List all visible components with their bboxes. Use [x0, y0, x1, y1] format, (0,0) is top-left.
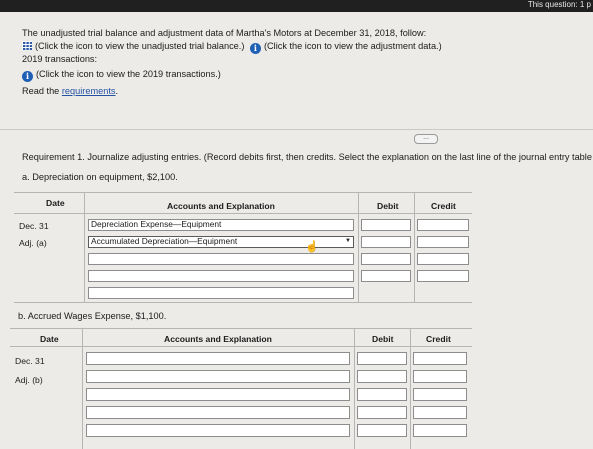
- account-input[interactable]: [88, 253, 354, 265]
- credit-input[interactable]: [417, 270, 469, 282]
- transactions-row: [22, 69, 221, 82]
- header-date: Date: [46, 198, 65, 208]
- transactions-link[interactable]: (Click the icon to view the 2019 transactions.): [36, 69, 221, 79]
- part-b-label: b. Accrued Wages Expense, $1,100.: [18, 311, 167, 321]
- table-b-header-border: [10, 346, 472, 347]
- account-input[interactable]: [86, 370, 350, 383]
- credit-input[interactable]: [417, 253, 469, 265]
- adjustment-data-link[interactable]: (Click the icon to view the adjustment data.): [263, 41, 442, 51]
- explanation-input[interactable]: [86, 424, 350, 437]
- header-accounts: Accounts and Explanation: [167, 201, 275, 211]
- header-debit: Debit: [377, 201, 399, 211]
- account-input[interactable]: [86, 352, 350, 365]
- account-input[interactable]: [88, 270, 354, 282]
- transactions-label: 2019 transactions:: [22, 54, 98, 64]
- intro-text: The unadjusted trial balance and adjustment data of Martha's Motors at December 31, 2018, follow:: [22, 28, 427, 38]
- explanation-input[interactable]: [88, 287, 354, 299]
- requirement-label: Requirement 1. Journalize adjusting entries. (Record debits first, then credits. Select the explanation on the last line of the journal entry table: [22, 152, 592, 162]
- debit-input[interactable]: [357, 424, 407, 437]
- header-credit: Credit: [426, 334, 451, 344]
- table-a-bottom-border: [14, 302, 472, 303]
- header-date: Date: [40, 334, 59, 344]
- intro-links-row: [22, 41, 442, 54]
- credit-input[interactable]: [417, 236, 469, 248]
- top-bar: [0, 0, 593, 12]
- section-divider: [0, 129, 593, 130]
- table-b-col-sep: [354, 328, 355, 449]
- more-button[interactable]: ...: [414, 134, 438, 144]
- hand-pointer-icon: ☝: [305, 241, 319, 253]
- requirement-text: [22, 152, 592, 162]
- credit-input[interactable]: [413, 424, 467, 437]
- info-circle-icon[interactable]: i: [250, 43, 261, 54]
- debit-input[interactable]: [361, 219, 411, 231]
- date-adj-cell: Adj. (a): [19, 238, 47, 248]
- date-cell: Dec. 31: [15, 356, 45, 366]
- debit-input[interactable]: [361, 253, 411, 265]
- part-a-label: a. Depreciation on equipment, $2,100.: [22, 172, 178, 182]
- account-select-value: Accumulated Depreciation—Equipment: [91, 236, 238, 246]
- table-a-col-sep: [358, 192, 359, 302]
- table-grid-icon[interactable]: [22, 41, 32, 50]
- requirements-link[interactable]: requirements: [61, 86, 116, 96]
- table-a-col-sep: [414, 192, 415, 302]
- credit-input[interactable]: [413, 406, 467, 419]
- credit-input[interactable]: [413, 352, 467, 365]
- credit-input[interactable]: [413, 370, 467, 383]
- date-adj-cell: Adj. (b): [15, 375, 43, 385]
- caret-down-icon[interactable]: ▼: [345, 238, 351, 244]
- debit-input[interactable]: [357, 352, 407, 365]
- table-b-col-sep: [82, 328, 83, 449]
- debit-input[interactable]: [357, 406, 407, 419]
- table-a-header-border: [14, 213, 472, 214]
- read-prefix: Read the: [22, 86, 60, 96]
- header-debit: Debit: [372, 334, 394, 344]
- table-b-col-sep: [410, 328, 411, 449]
- table-a-top-border: [14, 192, 472, 193]
- header-credit: Credit: [431, 201, 456, 211]
- question-label: This question: 1 p: [527, 0, 591, 9]
- trial-balance-link[interactable]: (Click the icon to view the unadjusted trial balance.): [35, 41, 245, 51]
- account-input[interactable]: Depreciation Expense—Equipment: [88, 219, 354, 231]
- read-requirements-row: [22, 86, 118, 96]
- info-circle-icon[interactable]: i: [22, 71, 33, 82]
- debit-input[interactable]: [361, 236, 411, 248]
- debit-input[interactable]: [361, 270, 411, 282]
- table-b-top-border: [10, 328, 472, 329]
- account-input[interactable]: [86, 388, 350, 401]
- read-suffix: .: [115, 86, 119, 96]
- account-input[interactable]: [86, 406, 350, 419]
- debit-input[interactable]: [357, 388, 407, 401]
- table-a-col-sep: [84, 192, 85, 302]
- credit-input[interactable]: [413, 388, 467, 401]
- date-cell: Dec. 31: [19, 221, 49, 231]
- debit-input[interactable]: [357, 370, 407, 383]
- credit-input[interactable]: [417, 219, 469, 231]
- header-accounts: Accounts and Explanation: [164, 334, 272, 344]
